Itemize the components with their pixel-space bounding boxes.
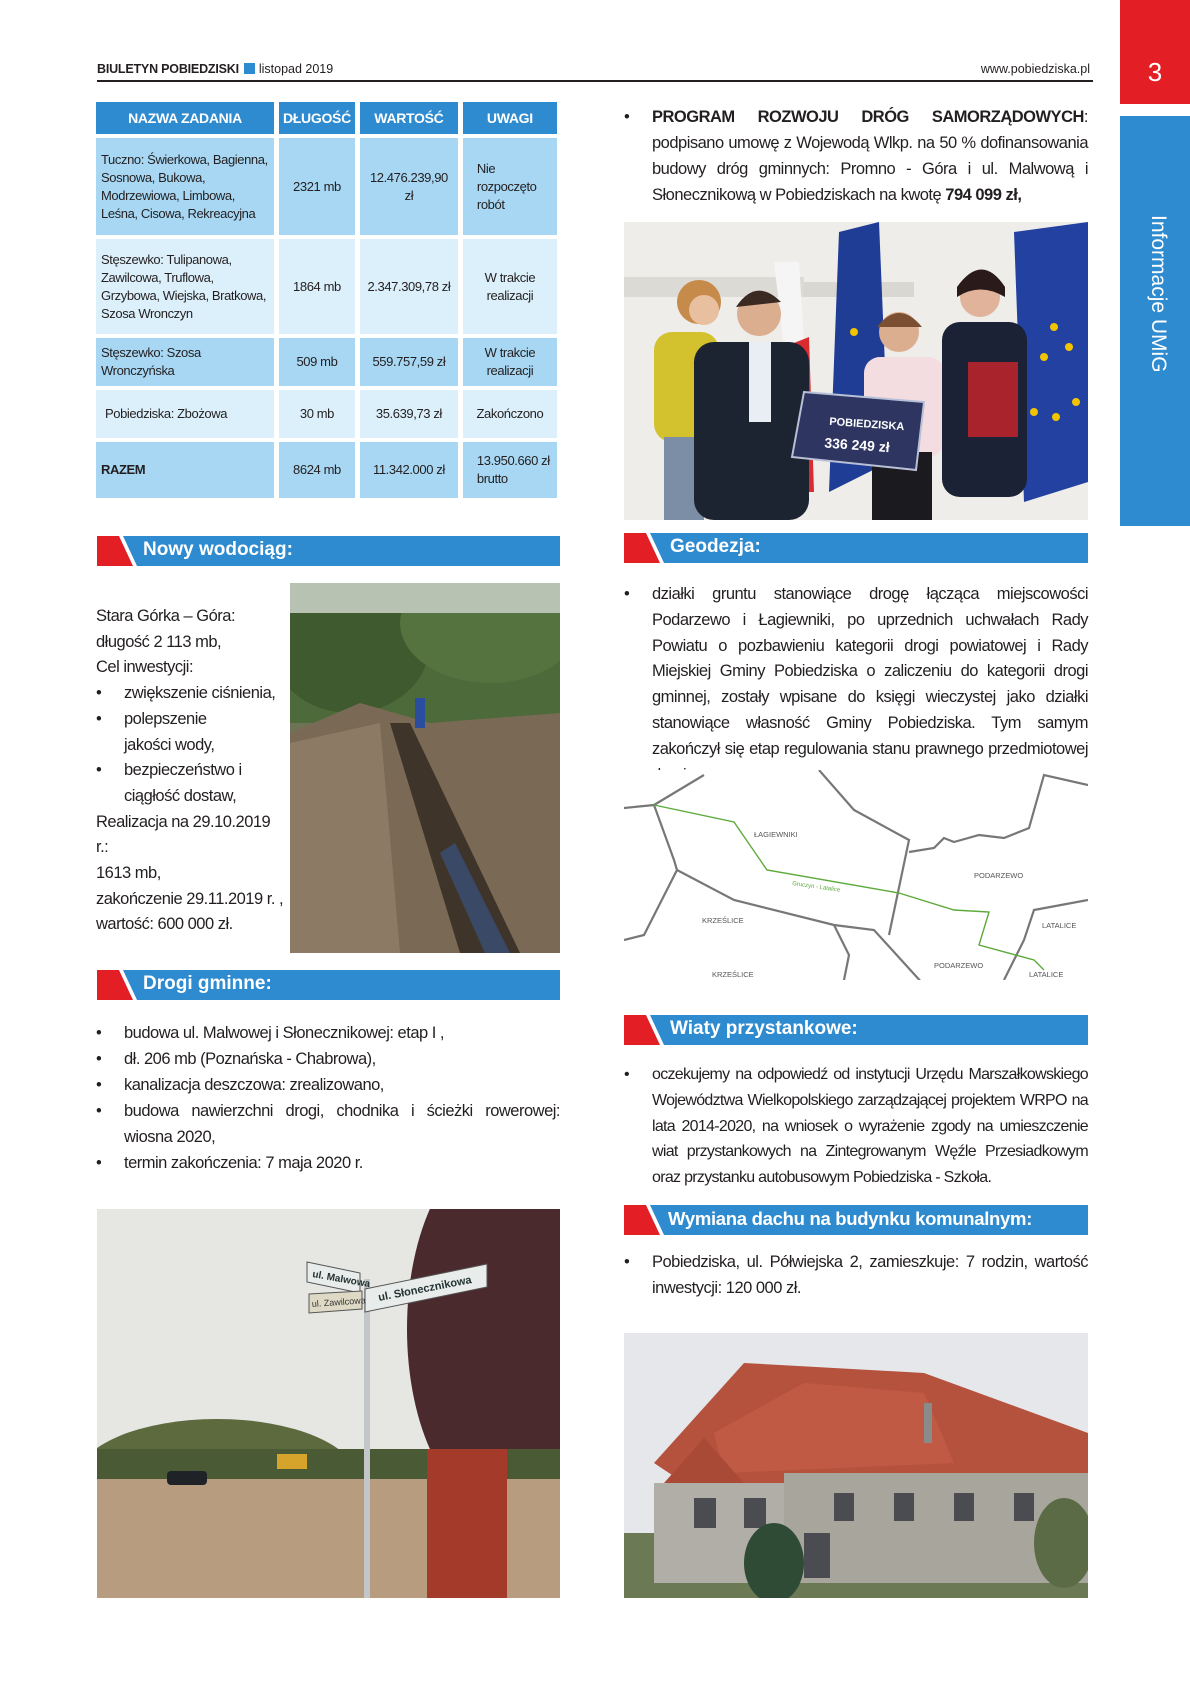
geodesy-text — [624, 582, 1088, 788]
table-header-row — [96, 102, 557, 134]
ceremony-photo — [624, 222, 1088, 520]
col-header-length: DŁUGOŚĆ — [279, 102, 355, 134]
section-header-water — [97, 536, 560, 566]
map-road-label: Gruczyn - Latalice — [791, 881, 841, 894]
water-pipe-photo — [290, 583, 560, 953]
issue-date: listopad 2019 — [258, 62, 334, 76]
publication-name: BIULETYN POBIEDZISKI — [97, 62, 239, 76]
cell-length: 509 mb — [279, 338, 355, 386]
house-photo — [624, 1333, 1088, 1598]
program-amount: 794 099 zł, — [945, 186, 1022, 204]
table-row — [96, 239, 557, 334]
map-label-latalice: LATALICE — [1042, 921, 1077, 930]
section-title: Geodezja: — [670, 536, 761, 557]
water-line: wartość: 600 000 zł. — [96, 915, 233, 934]
water-text — [96, 604, 286, 938]
cell-name: Pobiedziska: Zbożowa — [96, 390, 274, 438]
sign-zawilcowa: ul. Zawilcowa — [311, 1295, 367, 1309]
header-publication — [97, 62, 333, 76]
roads-item: • kanalizacja deszczowa: zrealizowano, — [96, 1072, 560, 1098]
street-sign-illustration — [97, 1209, 560, 1598]
house-illustration — [624, 1333, 1088, 1598]
table-row — [96, 390, 557, 438]
map-label-krzeslice-2: KRZEŚLICE — [712, 970, 754, 979]
cell-value: 2.347.309,78 zł — [360, 239, 458, 334]
bus-stops-text — [624, 1062, 1088, 1191]
roads-item: • termin zakończenia: 7 maja 2020 r. — [96, 1150, 560, 1176]
cell-length: 2321 mb — [279, 138, 355, 235]
roof-text — [624, 1250, 1088, 1302]
bus-stops-item: • oczekujemy na odpowiedź od instytucji Urzędu Marszałkowskiego Województwa Wielkopolskiego zarządzającej projektem WRPO na lata 2014-2020, na wniosek o wyrażenie zgody na umieszczenie wiat przystankowych na Zintegrowanym Węźle Przesiadkowym oraz przystanku autobusowym Pobiedziska - Szkoła. — [624, 1062, 1088, 1191]
map-label-krzeslice: KRZEŚLICE — [702, 916, 744, 925]
cell-value: 35.639,73 zł — [360, 390, 458, 438]
map-label-lagiewniki: ŁAGIEWNIKI — [754, 830, 798, 839]
ceremony-illustration — [624, 222, 1088, 520]
water-line: zakończenie 29.11.2019 r. , — [96, 889, 284, 908]
geodesy-item: • działki gruntu stanowiące drogę łącząca miejscowości Podarzewo i Łagiewniki, po uprzednich uchwałach Rady Powiatu o pozbawieniu kategorii drogi powiatowej i Rady Miejskiej Gminy Pobiedziska o zaliczeniu do kategorii drogi gminnej, zostały wpisane do księgi wieczystej jako działki stanowiące własność Gminy Pobiedziska. Tym samym zakończył się etap regulowania stanu prawnego przedmiotowej — [624, 582, 1088, 788]
cell-name: Tuczno: Świerkowa, Bagienna, Sosnowa, Bukowa, Modrzewiowa, Limbowa, Leśna, Cisowa, Rekreacyjna — [96, 138, 274, 235]
program-paragraph — [624, 104, 1088, 208]
side-tab-label: Informacje UMiG — [1147, 215, 1170, 373]
col-header-value: WARTOŚĆ — [360, 102, 458, 134]
map-illustration — [624, 770, 1088, 980]
col-header-name: NAZWA ZADANIA — [96, 102, 274, 134]
cell-length: 8624 mb — [279, 442, 355, 498]
water-goal: • polepszenie jakości wody, — [96, 707, 252, 758]
table-row — [96, 338, 557, 386]
table-row — [96, 138, 557, 235]
water-goal: • bezpieczeństwo i ciągłość dostaw, — [96, 758, 252, 809]
header-divider — [97, 80, 1093, 82]
check-city: POBIEDZISKA — [828, 415, 905, 434]
cell-notes: Nie rozpoczęto robót — [463, 138, 557, 235]
street-sign-photo — [97, 1209, 560, 1598]
header-square-icon — [244, 63, 255, 74]
cell-value: 12.476.239,90 zł — [360, 138, 458, 235]
section-header-roof — [624, 1205, 1088, 1235]
cell-notes: W trakcie realizacji — [463, 338, 557, 386]
section-title: Nowy wodociąg: — [143, 539, 293, 560]
map-label-podarzewo-2: PODARZEWO — [934, 961, 984, 970]
roof-item: • Pobiedziska, ul. Półwiejska 2, zamieszkuje: 7 rodzin, wartość inwestycji: 120 000 zł. — [624, 1250, 1088, 1302]
col-header-notes: UWAGI — [463, 102, 557, 134]
cell-length: 1864 mb — [279, 239, 355, 334]
roads-item: • budowa ul. Malwowej i Słonecznikowej: etap I , — [96, 1020, 560, 1046]
section-header-geodesy — [624, 533, 1088, 563]
map-label-podarzewo: PODARZEWO — [974, 871, 1024, 880]
cell-notes: Zakończono — [463, 390, 557, 438]
water-line: Stara Górka – Góra: — [96, 607, 236, 625]
cell-length: 30 mb — [279, 390, 355, 438]
section-header-bus-stops — [624, 1015, 1088, 1045]
program-item — [624, 104, 1088, 208]
cell-notes: W trakcie realizacji — [463, 239, 557, 334]
cell-name: Stęszewko: Szosa Wronczyńska — [96, 338, 274, 386]
roads-item: • dł. 206 mb (Poznańska - Chabrowa), — [96, 1046, 560, 1072]
road-map — [624, 770, 1088, 980]
cell-notes: 13.950.660 zł brutto — [463, 442, 557, 498]
website-link[interactable]: www.pobiedziska.pl — [980, 62, 1090, 76]
cell-value: 559.757,59 zł — [360, 338, 458, 386]
sign-slonecznikowa: ul. Słonecznikowa — [377, 1274, 473, 1304]
section-title: Wymiana dachu na budynku komunalnym: — [668, 1208, 1033, 1229]
table-row-total — [96, 442, 557, 498]
sign-malwowa: ul. Malwowa — [311, 1269, 371, 1291]
cell-value: 11.342.000 zł — [360, 442, 458, 498]
trench-illustration — [290, 583, 560, 953]
investments-table — [91, 98, 562, 502]
water-line: długość 2 113 mb, — [96, 632, 222, 651]
cell-name: RAZEM — [96, 442, 274, 498]
check-amount: 336 249 zł — [823, 434, 891, 456]
water-line: Cel inwestycji: — [96, 658, 194, 677]
section-title: Wiaty przystankowe: — [670, 1018, 858, 1039]
cell-name: Stęszewko: Tulipanowa, Zawilcowa, Truflowa, Grzybowa, Wiejska, Bratkowa, Szosa Wronczyn — [96, 239, 274, 334]
water-line: 1613 mb, — [96, 864, 161, 883]
water-goal: • zwiększenie ciśnienia, — [96, 681, 286, 707]
roads-list — [96, 1020, 560, 1176]
roads-item: • budowa nawierzchni drogi, chodnika i ścieżki rowerowej: wiosna 2020, — [96, 1098, 560, 1150]
water-line: Realizacja na 29.10.2019 r.: — [96, 812, 271, 857]
page-number: 3 — [1120, 0, 1190, 104]
program-text: : podpisano umowę z Wojewodą Wlkp. na 50 % dofinansowania budowy dróg gminnych: Promno - Góra i ul. Malwową i Słonecznikową w Pobiedziskach na kwotę — [652, 108, 1088, 204]
program-title: PROGRAM ROZWOJU DRÓG SAMORZĄDOWYCH — [652, 108, 1084, 126]
section-title: Drogi gminne: — [143, 973, 272, 994]
map-label-latalice-2: LATALICE — [1029, 970, 1064, 979]
section-header-roads — [97, 970, 560, 1000]
